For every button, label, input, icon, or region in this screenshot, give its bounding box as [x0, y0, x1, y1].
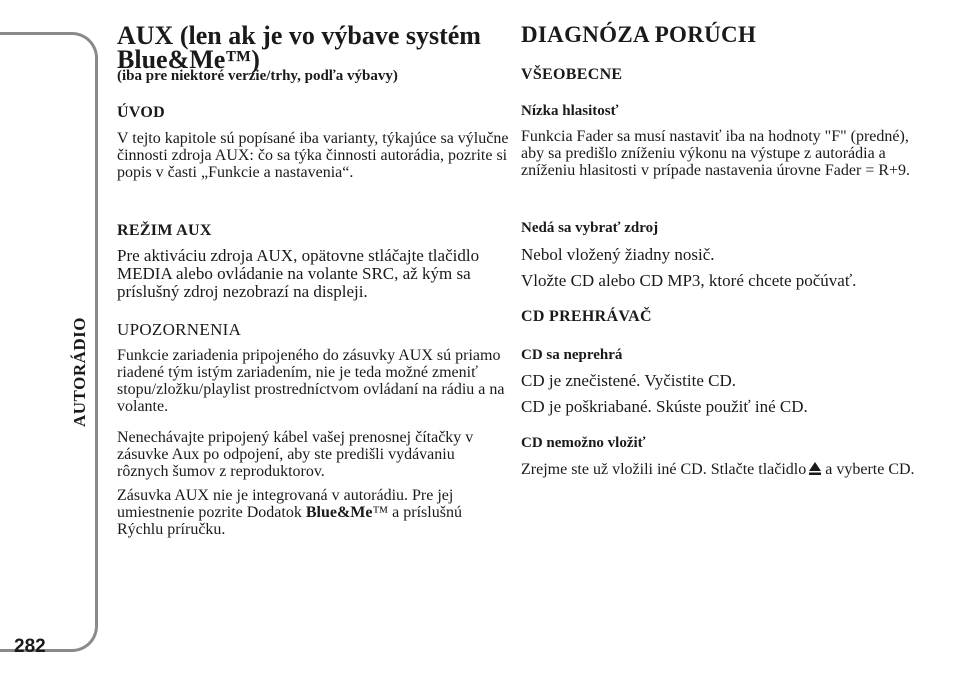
diagnoza-title: DIAGNÓZA PORÚCH	[521, 22, 757, 47]
nizka-text: Funkcia Fader sa musí nastaviť iba na hodnoty "F" (predné), aby sa predišlo zníženiu výkonu na výstupe z autorádia a zníženiu hlasitosti v prípade nastavenia úrovne Fader = R+9.	[521, 128, 911, 179]
neprehra-text-2: CD je poškriabané. Skúste použiť iné CD.	[521, 397, 808, 416]
neprehra-text-1: CD je znečistené. Vyčistite CD.	[521, 371, 736, 390]
vseobecne-heading: VŠEOBECNE	[521, 66, 623, 83]
zdroj-text-1: Nebol vložený žiadny nosič.	[521, 245, 715, 264]
blue-me-bold: Blue&Me	[305, 504, 373, 521]
zdroj-text-2: Vložte CD alebo CD MP3, ktoré chcete počúvať.	[521, 271, 857, 290]
aux-title: AUX (len ak je vo výbave systém Blue&Me™)	[117, 21, 481, 74]
zdroj-heading: Nedá sa vybrať zdroj	[521, 220, 659, 236]
chapter-label: AUTORÁDIO	[70, 317, 89, 427]
upozornenia-heading: UPOZORNENIA	[117, 320, 242, 339]
vlozit-text: Zrejme ste už vložili iné CD. Stlačte tlačidlo a vyberte CD.	[521, 461, 915, 478]
page-number: 282	[14, 636, 46, 657]
vlozit-heading: CD nemožno vložiť	[521, 435, 646, 451]
upozornenia-text-1: Funkcie zariadenia pripojeného do zásuvky AUX sú priamo riadené tým istým zariadením, nie je teda možné zmeniť stopu/zložku/playlist prostredníctvom ovládaní na rádiu a na volante.	[117, 347, 505, 415]
uvod-text: V tejto kapitole sú popísané iba varianty, týkajúce sa výlučne činnosti zdroja AUX: čo sa týka činnosti autorádia, pozrite si popis v časti „Funkcie a nastavenia“.	[117, 130, 509, 181]
eject-icon	[808, 461, 822, 476]
rezim-heading: REŽIM AUX	[117, 222, 212, 239]
aux-subtitle: (iba pre niektoré verzie/trhy, podľa výbavy)	[117, 68, 398, 84]
upozornenia-text-2: Nenechávajte pripojený kábel vašej prenosnej čítačky v zásuvke Aux po odpojení, aby ste predišli vydávaniu rôznych šumov z reproduktorov.	[117, 429, 474, 480]
rezim-text: Pre aktiváciu zdroja AUX, opätovne stláčajte tlačidlo MEDIA alebo ovládanie na volante SRC, až kým sa príslušný zdroj nezobrazí na displeji.	[117, 246, 480, 301]
nizka-heading: Nízka hlasitosť	[521, 103, 619, 119]
cd-prehravac-heading: CD PREHRÁVAČ	[521, 308, 652, 325]
neprehra-heading: CD sa neprehrá	[521, 347, 623, 363]
uvod-heading: ÚVOD	[117, 104, 165, 121]
upozornenia-text-3: Zásuvka AUX nie je integrovaná v autorádiu. Pre jej umiestnenie pozrite Dodatok Blue&Me™ a príslušnú Rýchlu príručku.	[117, 487, 462, 538]
